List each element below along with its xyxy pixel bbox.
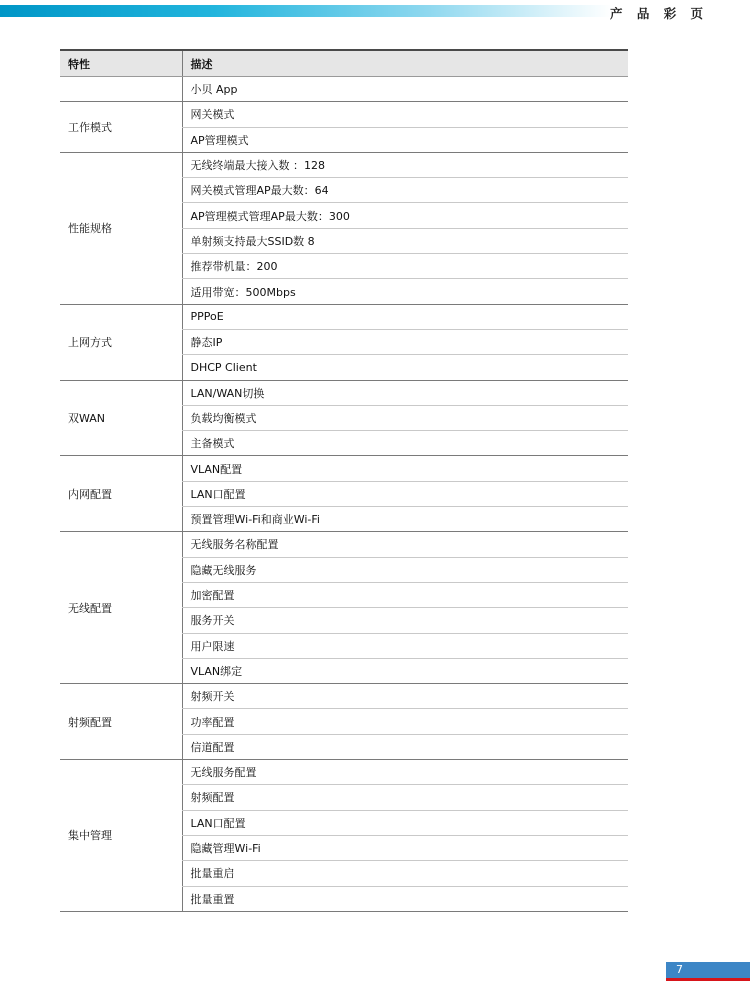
page-number-badge [666, 962, 750, 981]
table-row [60, 77, 628, 102]
description-cell: 适用带宽：500Mbps [182, 279, 628, 304]
feature-cell: 双WAN [60, 380, 182, 456]
table-row [60, 380, 628, 405]
table-row [60, 760, 628, 785]
column-header-feature: 特性 [60, 50, 182, 77]
table-row [60, 304, 628, 329]
feature-cell: 工作模式 [60, 102, 182, 153]
description-cell: 射频开关 [182, 684, 628, 709]
page-number: 7 [676, 963, 683, 976]
description-cell: 单射频支持最大SSID数 8 [182, 228, 628, 253]
table-header-row [60, 50, 628, 77]
description-cell: 功率配置 [182, 709, 628, 734]
description-cell: VLAN配置 [182, 456, 628, 481]
description-cell: 用户限速 [182, 633, 628, 658]
table-row [60, 456, 628, 481]
column-header-description: 描述 [182, 50, 628, 77]
feature-cell: 集中管理 [60, 760, 182, 912]
description-cell: 推荐带机量：200 [182, 254, 628, 279]
description-cell: 批量重置 [182, 886, 628, 911]
description-cell: LAN口配置 [182, 481, 628, 506]
description-cell: 服务开关 [182, 608, 628, 633]
page-header-title: 产 品 彩 页 [610, 6, 709, 21]
description-cell: VLAN绑定 [182, 658, 628, 683]
description-cell: 小贝 App [182, 77, 628, 102]
description-cell: 预置管理Wi-Fi和商业Wi-Fi [182, 507, 628, 532]
table-body [60, 77, 628, 912]
description-cell: 射频配置 [182, 785, 628, 810]
header-gradient-bar [0, 5, 612, 17]
description-cell: 静态IP [182, 329, 628, 354]
description-cell: 网关模式管理AP最大数：64 [182, 178, 628, 203]
table-row [60, 532, 628, 557]
description-cell: DHCP Client [182, 355, 628, 380]
description-cell: 无线服务名称配置 [182, 532, 628, 557]
description-cell: 无线终端最大接入数 ：128 [182, 152, 628, 177]
description-cell: 批量重启 [182, 861, 628, 886]
description-cell: 网关模式 [182, 102, 628, 127]
description-cell: 负载均衡模式 [182, 405, 628, 430]
table-row [60, 102, 628, 127]
feature-cell: 内网配置 [60, 456, 182, 532]
description-cell: LAN/WAN切换 [182, 380, 628, 405]
description-cell: AP管理模式 [182, 127, 628, 152]
description-cell: 隐藏无线服务 [182, 557, 628, 582]
description-cell: AP管理模式管理AP最大数：300 [182, 203, 628, 228]
description-cell: 隐藏管理Wi-Fi [182, 835, 628, 860]
table-row [60, 152, 628, 177]
description-cell: 无线服务配置 [182, 760, 628, 785]
feature-cell: 性能规格 [60, 152, 182, 304]
feature-cell: 无线配置 [60, 532, 182, 684]
feature-cell: 射频配置 [60, 684, 182, 760]
table-row [60, 684, 628, 709]
description-cell: PPPoE [182, 304, 628, 329]
feature-cell [60, 77, 182, 102]
feature-cell: 上网方式 [60, 304, 182, 380]
description-cell: 信道配置 [182, 734, 628, 759]
description-cell: 主备模式 [182, 431, 628, 456]
description-cell: 加密配置 [182, 582, 628, 607]
description-cell: LAN口配置 [182, 810, 628, 835]
spec-table [60, 49, 628, 912]
